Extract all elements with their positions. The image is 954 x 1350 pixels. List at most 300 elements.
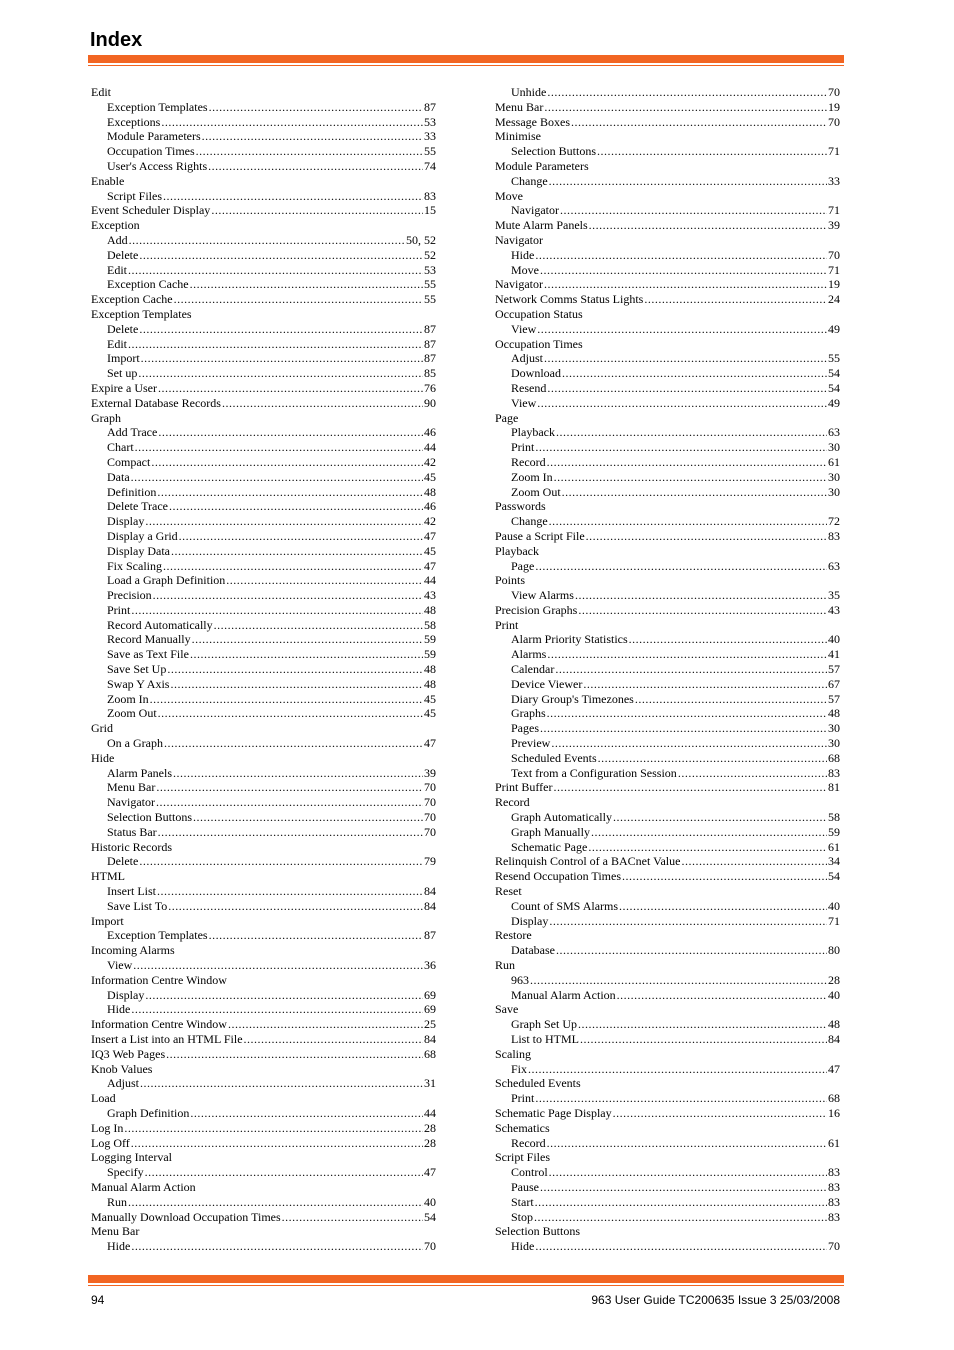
index-term: Hide xyxy=(91,750,115,765)
index-term: Reset xyxy=(495,884,522,899)
index-entry xyxy=(495,1121,840,1136)
index-term: Log Off xyxy=(91,1135,130,1150)
dot-leader xyxy=(169,499,423,514)
index-page-ref: 85 xyxy=(424,366,436,381)
index-subentry xyxy=(495,692,840,707)
index-page-ref: 44 xyxy=(424,1105,436,1120)
dot-leader xyxy=(153,588,423,603)
index-term: Selection Buttons xyxy=(511,144,596,159)
index-page-ref: 61 xyxy=(828,839,840,854)
index-term: Occupation Times xyxy=(495,336,583,351)
index-page-ref: 30 xyxy=(828,736,840,751)
index-subentry xyxy=(91,129,436,144)
dot-leader xyxy=(547,706,827,721)
index-term: 963 xyxy=(511,972,529,987)
index-page-ref: 48 xyxy=(424,662,436,677)
index-term: Run xyxy=(107,1194,128,1209)
index-term: Print xyxy=(495,617,519,632)
index-entry xyxy=(495,307,840,322)
dot-leader xyxy=(629,632,827,647)
index-page-ref: 70 xyxy=(828,85,840,99)
index-term: Import xyxy=(91,913,124,928)
index-term: Text from a Configuration Session xyxy=(511,765,677,780)
index-subentry xyxy=(495,351,840,366)
index-entry xyxy=(91,1224,436,1239)
index-term: Device Viewer xyxy=(511,676,583,691)
index-column-right xyxy=(495,85,840,1254)
index-term: Delete Trace xyxy=(107,499,168,514)
index-term: Log In xyxy=(91,1120,124,1135)
index-subentry xyxy=(91,189,436,204)
index-term: Grid xyxy=(91,721,113,736)
index-term: Logging Interval xyxy=(91,1150,172,1165)
index-entry xyxy=(495,292,840,307)
dot-leader xyxy=(613,810,827,825)
index-subentry xyxy=(495,1062,840,1077)
index-entry xyxy=(495,233,840,248)
index-term: Hide xyxy=(511,1239,535,1254)
dot-leader xyxy=(244,1032,423,1047)
dot-leader xyxy=(208,159,423,174)
index-entry xyxy=(495,795,840,810)
index-entry xyxy=(495,115,840,130)
index-subentry xyxy=(495,396,840,411)
dot-leader xyxy=(535,1091,827,1106)
index-page-ref: 45 xyxy=(424,691,436,706)
index-page-ref: 83 xyxy=(828,1165,840,1180)
dot-leader xyxy=(131,1239,423,1254)
index-subentry xyxy=(495,943,840,958)
index-page-ref: 46 xyxy=(424,425,436,440)
index-entry xyxy=(91,840,436,855)
index-term: Schematic Page Display xyxy=(495,1105,612,1120)
index-term: Change xyxy=(511,173,548,188)
dot-leader xyxy=(613,1106,827,1121)
dot-leader xyxy=(571,115,827,130)
index-term: Record Automatically xyxy=(107,617,213,632)
index-page-ref: 69 xyxy=(424,1002,436,1017)
index-subentry xyxy=(495,973,840,988)
dot-leader xyxy=(139,248,423,263)
dot-leader xyxy=(588,840,827,855)
index-page-ref: 76 xyxy=(424,380,436,395)
index-subentry xyxy=(495,1091,840,1106)
index-subentry xyxy=(495,381,840,396)
index-term: Graph Automatically xyxy=(511,810,612,825)
index-entry xyxy=(495,854,840,869)
index-subentry xyxy=(91,928,436,943)
index-page-ref: 48 xyxy=(828,1017,840,1032)
index-subentry xyxy=(495,899,840,914)
index-term: External Database Records xyxy=(91,395,221,410)
index-entry xyxy=(495,100,840,115)
dot-leader xyxy=(562,485,827,500)
index-term: Menu Bar xyxy=(91,1224,140,1239)
index-subentry xyxy=(495,810,840,825)
dot-leader xyxy=(619,899,827,914)
index-page-ref: 69 xyxy=(424,987,436,1002)
dot-leader xyxy=(171,544,423,559)
index-subentry xyxy=(495,588,840,603)
dot-leader xyxy=(158,706,423,721)
index-subentry xyxy=(91,455,436,470)
index-subentry xyxy=(91,470,436,485)
dot-leader xyxy=(209,928,423,943)
index-subentry xyxy=(495,470,840,485)
index-entry xyxy=(91,973,436,988)
index-term: Playback xyxy=(495,543,539,558)
index-subentry xyxy=(91,588,436,603)
index-page-ref: 70 xyxy=(424,795,436,810)
index-entry xyxy=(91,869,436,884)
index-subentry xyxy=(91,499,436,514)
index-term: Set up xyxy=(107,366,138,381)
dot-leader xyxy=(124,1121,423,1136)
index-subentry xyxy=(495,647,840,662)
index-page-ref: 50, 52 xyxy=(406,232,436,247)
index-term: Event Scheduler Display xyxy=(91,203,211,218)
index-page-ref: 83 xyxy=(424,188,436,203)
index-term: Display xyxy=(107,987,145,1002)
index-term: Display a Grid xyxy=(107,528,178,543)
index-page-ref: 40 xyxy=(828,632,840,647)
index-subentry xyxy=(91,544,436,559)
index-term: Delete xyxy=(107,247,139,262)
index-term: Exception Cache xyxy=(91,292,173,307)
index-term: Module Parameters xyxy=(495,158,589,173)
index-term: Stop xyxy=(511,1209,534,1224)
index-subentry xyxy=(495,1165,840,1180)
index-term: Status Bar xyxy=(107,824,157,839)
dot-leader xyxy=(161,115,423,130)
index-term: Change xyxy=(511,514,548,529)
index-subentry xyxy=(495,1032,840,1047)
index-subentry xyxy=(495,766,840,781)
dot-leader xyxy=(158,425,423,440)
index-page-ref: 33 xyxy=(424,129,436,144)
index-page-ref: 63 xyxy=(828,425,840,440)
index-subentry xyxy=(495,248,840,263)
index-term: View Alarms xyxy=(511,588,574,603)
index-term: Precision Graphs xyxy=(495,602,578,617)
dot-leader xyxy=(537,322,827,337)
dot-leader xyxy=(535,440,827,455)
index-entry xyxy=(495,1224,840,1239)
index-page-ref: 71 xyxy=(828,262,840,277)
index-term: Expire a User xyxy=(91,380,157,395)
index-term: Edit xyxy=(107,262,127,277)
index-term: Graph Set Up xyxy=(511,1017,577,1032)
index-entry xyxy=(495,411,840,426)
index-subentry xyxy=(495,322,840,337)
index-page-ref: 55 xyxy=(424,144,436,159)
index-subentry xyxy=(495,677,840,692)
index-entry xyxy=(91,292,436,307)
index-page-ref: 30 xyxy=(828,484,840,499)
dot-leader xyxy=(179,529,423,544)
index-term: Message Boxes xyxy=(495,114,570,129)
index-entry xyxy=(91,1032,436,1047)
index-subentry xyxy=(91,795,436,810)
index-page-ref: 47 xyxy=(424,558,436,573)
index-page-ref: 36 xyxy=(424,958,436,973)
index-term: Scheduled Events xyxy=(511,750,597,765)
dot-leader xyxy=(540,1180,827,1195)
index-term: Preview xyxy=(511,736,551,751)
dot-leader xyxy=(133,958,423,973)
index-page-ref: 28 xyxy=(424,1120,436,1135)
index-subentry xyxy=(91,337,436,352)
index-term: View xyxy=(511,321,537,336)
dot-leader xyxy=(145,988,423,1003)
index-term: Scheduled Events xyxy=(495,1076,581,1091)
index-subentry xyxy=(91,988,436,1003)
index-subentry xyxy=(91,603,436,618)
index-term: Fix Scaling xyxy=(107,558,163,573)
index-term: Alarms xyxy=(511,647,547,662)
footer-rule xyxy=(88,1275,844,1286)
index-term: Network Comms Status Lights xyxy=(495,292,644,307)
dot-leader xyxy=(222,396,423,411)
index-subentry xyxy=(91,958,436,973)
dot-leader xyxy=(562,366,827,381)
index-page-ref: 34 xyxy=(828,854,840,869)
index-term: Hide xyxy=(511,247,535,262)
index-entry xyxy=(495,499,840,514)
index-page-ref: 47 xyxy=(424,736,436,751)
index-term: Insert a List into an HTML File xyxy=(91,1032,243,1046)
dot-leader xyxy=(547,455,827,470)
index-term: Resend xyxy=(511,380,547,395)
index-subentry xyxy=(91,618,436,633)
dot-leader xyxy=(202,129,423,144)
index-page-ref: 61 xyxy=(828,454,840,469)
dot-leader xyxy=(168,899,423,914)
index-term: Passwords xyxy=(495,499,546,514)
index-subentry xyxy=(495,1195,840,1210)
index-subentry xyxy=(91,1239,436,1254)
index-subentry xyxy=(495,988,840,1003)
dot-leader xyxy=(139,322,423,337)
dot-leader xyxy=(140,1076,423,1091)
index-entry xyxy=(91,307,436,322)
index-page-ref: 41 xyxy=(828,647,840,662)
index-page-ref: 43 xyxy=(828,602,840,617)
index-page-ref: 71 xyxy=(828,913,840,928)
index-term: Zoom In xyxy=(511,469,553,484)
dot-leader xyxy=(544,351,827,366)
dot-leader xyxy=(528,1062,827,1077)
dot-leader xyxy=(158,381,423,396)
index-subentry xyxy=(91,662,436,677)
index-term: Alarm Priority Statistics xyxy=(511,632,628,647)
index-page-ref: 40 xyxy=(828,898,840,913)
index-term: Manually Download Occupation Times xyxy=(91,1209,281,1224)
index-term: Add Trace xyxy=(107,425,158,440)
index-page-ref: 43 xyxy=(424,588,436,603)
index-page-ref: 35 xyxy=(828,588,840,603)
index-subentry xyxy=(495,632,840,647)
index-term: Historic Records xyxy=(91,839,172,854)
index-page-ref: 30 xyxy=(828,469,840,484)
index-page-ref: 81 xyxy=(828,780,840,795)
index-entry xyxy=(495,1076,840,1091)
header-rule xyxy=(88,55,844,66)
index-term: Navigator xyxy=(511,203,559,218)
index-subentry xyxy=(495,559,840,574)
index-page-ref: 68 xyxy=(828,1091,840,1106)
index-page-ref: 59 xyxy=(828,824,840,839)
index-subentry xyxy=(91,899,436,914)
dot-leader xyxy=(678,766,827,781)
index-page-ref: 90 xyxy=(424,395,436,410)
index-term: Exception xyxy=(91,218,140,233)
index-page-ref: 48 xyxy=(424,676,436,691)
dot-leader xyxy=(597,144,827,159)
index-page-ref: 25 xyxy=(424,1017,436,1032)
index-page-ref: 72 xyxy=(828,514,840,529)
index-subentry xyxy=(91,485,436,500)
index-subentry xyxy=(495,706,840,721)
dot-leader xyxy=(578,603,827,618)
index-subentry xyxy=(91,144,436,159)
dot-leader xyxy=(560,203,827,218)
index-entry xyxy=(495,780,840,795)
index-page-ref: 87 xyxy=(424,336,436,351)
index-term: Start xyxy=(511,1194,534,1209)
dot-leader xyxy=(547,85,827,100)
index-page-ref: 84 xyxy=(424,884,436,899)
index-subentry xyxy=(91,514,436,529)
dot-leader xyxy=(167,662,423,677)
index-term: Exception Cache xyxy=(107,277,189,292)
index-entry xyxy=(495,218,840,233)
dot-leader xyxy=(635,692,827,707)
index-term: Display Data xyxy=(107,543,170,558)
index-term: Count of SMS Alarms xyxy=(511,898,619,913)
dot-leader xyxy=(549,914,827,929)
index-term: Move xyxy=(495,188,523,203)
index-page-ref: 19 xyxy=(828,99,840,114)
index-page-ref: 15 xyxy=(424,203,436,218)
index-term: User's Access Rights xyxy=(107,158,208,173)
dot-leader xyxy=(156,780,423,795)
index-page-ref: 33 xyxy=(828,173,840,188)
index-term: Exceptions xyxy=(107,114,161,129)
index-entry xyxy=(91,1210,436,1225)
index-page-ref: 74 xyxy=(424,158,436,173)
index-page-ref: 44 xyxy=(424,440,436,455)
index-column-left xyxy=(91,85,436,1254)
index-term: Diary Group's Timezones xyxy=(511,691,634,706)
index-entry xyxy=(495,603,840,618)
index-entry xyxy=(91,721,436,736)
index-entry xyxy=(91,943,436,958)
index-term: Manual Alarm Action xyxy=(91,1179,196,1194)
index-term: Occupation Status xyxy=(495,306,583,321)
index-entry xyxy=(495,573,840,588)
index-page-ref: 87 xyxy=(424,928,436,943)
index-term: Resend Occupation Times xyxy=(495,869,621,884)
dot-leader xyxy=(547,1136,827,1151)
index-entry xyxy=(91,381,436,396)
dot-leader xyxy=(575,588,827,603)
index-subentry xyxy=(495,440,840,455)
dot-leader xyxy=(157,884,423,899)
dot-leader xyxy=(586,529,827,544)
index-term: Adjust xyxy=(107,1076,140,1091)
index-term: Data xyxy=(107,469,130,484)
index-term: Relinquish Control of a BACnet Value xyxy=(495,854,681,869)
index-subentry xyxy=(495,1017,840,1032)
index-subentry xyxy=(495,203,840,218)
index-subentry xyxy=(91,277,436,292)
dot-leader xyxy=(129,233,405,248)
index-subentry xyxy=(91,159,436,174)
dot-leader xyxy=(544,100,827,115)
index-subentry xyxy=(91,366,436,381)
dot-leader xyxy=(192,632,423,647)
index-page-ref: 55 xyxy=(828,351,840,366)
index-subentry xyxy=(91,692,436,707)
index-entry xyxy=(91,411,436,426)
index-subentry xyxy=(91,1002,436,1017)
index-page-ref: 84 xyxy=(424,1032,436,1046)
index-term: Navigator xyxy=(495,232,543,247)
index-page-ref: 57 xyxy=(828,691,840,706)
index-subentry xyxy=(495,514,840,529)
index-subentry xyxy=(495,1239,840,1254)
index-term: Move xyxy=(511,262,539,277)
index-page-ref: 28 xyxy=(424,1135,436,1150)
dot-leader xyxy=(530,973,827,988)
index-term: Knob Values xyxy=(91,1061,153,1076)
index-subentry xyxy=(495,1210,840,1225)
index-term: Zoom Out xyxy=(107,706,157,721)
index-term: Database xyxy=(511,943,555,958)
index-entry xyxy=(495,129,840,144)
dot-leader xyxy=(535,248,827,263)
index-page-ref: 83 xyxy=(828,1179,840,1194)
index-term: Pause xyxy=(511,1179,539,1194)
dot-leader xyxy=(128,337,423,352)
index-term: Swap Y Axis xyxy=(107,676,170,691)
index-entry xyxy=(495,277,840,292)
index-subentry xyxy=(91,706,436,721)
index-entry xyxy=(495,618,840,633)
index-term: List to HTML xyxy=(511,1032,579,1046)
index-entry xyxy=(91,914,436,929)
dot-leader xyxy=(145,514,423,529)
index-entry xyxy=(91,1091,436,1106)
dot-leader xyxy=(583,677,827,692)
dot-leader xyxy=(549,514,827,529)
index-subentry xyxy=(495,485,840,500)
index-page-ref: 45 xyxy=(424,706,436,721)
index-page-ref: 40 xyxy=(828,987,840,1002)
index-term: Menu Bar xyxy=(495,99,544,114)
index-page-ref: 16 xyxy=(828,1105,840,1120)
index-term: Information Centre Window xyxy=(91,1017,227,1032)
dot-leader xyxy=(139,854,423,869)
index-term: Page xyxy=(495,410,519,425)
dot-leader xyxy=(135,440,423,455)
page-number: 94 xyxy=(91,1293,105,1307)
dot-leader xyxy=(537,396,827,411)
index-subentry xyxy=(91,825,436,840)
index-term: Unhide xyxy=(511,85,547,99)
dot-leader xyxy=(535,559,827,574)
